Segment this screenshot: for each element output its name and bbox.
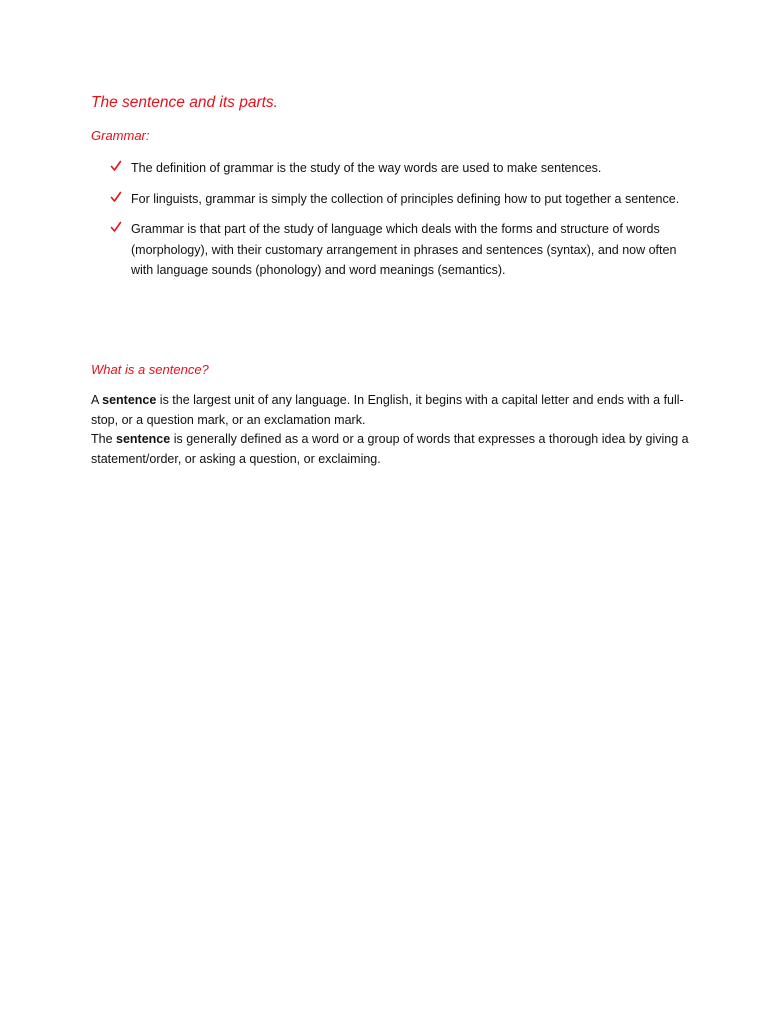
paragraph-lead: The <box>91 432 117 446</box>
list-item <box>91 158 691 179</box>
sentence-definition <box>91 391 691 469</box>
sentence-heading: What is a sentence? <box>91 362 209 377</box>
paragraph-term: sentence <box>102 393 157 407</box>
bullet-text: The definition of grammar is the study of the way words are used to make sentences. <box>131 161 602 175</box>
grammar-bullet-list <box>91 158 691 291</box>
bullet-text: Grammar is that part of the study of language which deals with the forms and structure of words (morphology), with their customary arrangement in phrases and sentences (syntax), and now often with language sounds (phonology) and word meanings (semantics). <box>131 222 677 277</box>
bullet-text: For linguists, grammar is simply the collection of principles defining how to put together a sentence. <box>131 191 680 206</box>
list-item <box>91 189 691 210</box>
paragraph-lead: A <box>91 393 103 407</box>
paragraph-rest: is generally defined as a word or a group of words that expresses a thorough idea by giving a statement/order, or asking a question, or exclaiming. <box>91 432 689 466</box>
checkmark-icon <box>110 191 122 203</box>
list-item <box>91 219 691 281</box>
paragraph-term: sentence <box>116 432 171 446</box>
checkmark-icon <box>110 221 122 233</box>
document-title: The sentence and its parts. <box>91 94 278 111</box>
checkmark-icon <box>110 160 122 172</box>
paragraph-rest: is the largest unit of any language. In English, it begins with a capital letter and ends with a full-stop, or a question mark, or an exclamation mark. <box>91 393 684 427</box>
grammar-heading: Grammar: <box>91 128 150 143</box>
paragraph <box>91 391 691 430</box>
paragraph <box>91 430 691 469</box>
